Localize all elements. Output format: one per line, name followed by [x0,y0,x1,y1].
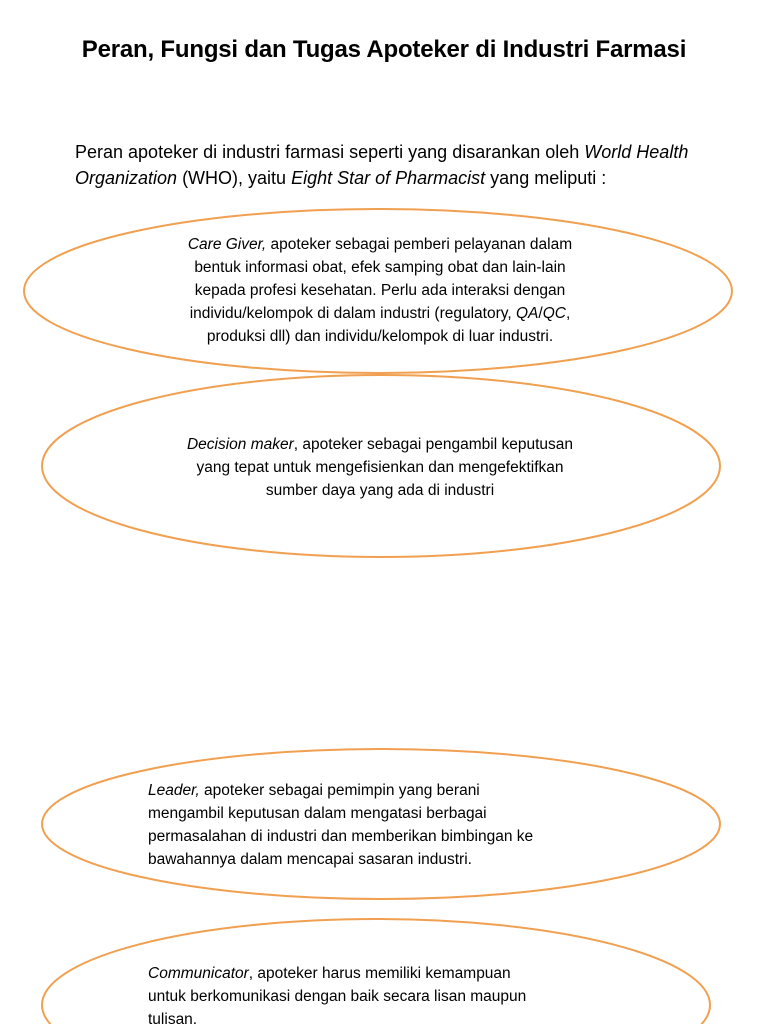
role-line: yang tepat untuk mengefisienkan dan mengefektifkan [196,459,564,476]
role-line: produksi dll) dan individu/kelompok di luar industri. [206,328,554,345]
role-term: Communicator [148,965,249,982]
role-line: bentuk informasi obat, efek samping obat dan lain-lain [194,259,566,276]
role-care-giver [120,233,640,348]
role-line-part: / [538,305,543,322]
role-line: , apoteker harus memiliki kemampuan [248,965,511,982]
role-line-part: individu/kelompok di dalam industri (regulatory, [189,305,516,322]
role-line: sumber daya yang ada di industri [265,482,495,499]
role-term: Decision maker [186,436,294,453]
role-leader [148,779,618,871]
intro-text-3: yang meliputi : [485,168,607,188]
role-line [120,302,640,325]
role-line: kepada profesi kesehatan. Perlu ada interaksi dengan [194,282,566,299]
role-communicator [148,962,618,1031]
role-decision-maker [120,433,640,502]
role-term: Care Giver, [187,236,267,253]
role-line: tulisan. [148,1011,198,1028]
role-line-part: , [565,305,571,322]
role-line: untuk berkomunikasi dengan baik secara lisan maupun [148,988,527,1005]
role-qc: QC [542,305,566,322]
role-term: Leader, [148,782,200,799]
role-line: permasalahan di industri dan memberikan bimbingan ke [148,828,534,845]
intro-text-1: Peran apoteker di industri farmasi seperti yang disarankan oleh [75,142,585,162]
role-line: , apoteker sebagai pengambil keputusan [293,436,573,453]
intro-text-2: (WHO), yaitu [177,168,292,188]
role-line: bawahannya dalam mencapai sasaran industri. [148,851,472,868]
intro-who: World Health Organization [75,142,689,188]
intro-eight-star: Eight Star of Pharmacist [291,168,486,188]
page-title: Peran, Fungsi dan Tugas Apoteker di Industri Farmasi [81,36,687,63]
role-line: mengambil keputusan dalam mengatasi berbagai [148,805,487,822]
role-line: apoteker sebagai pemberi pelayanan dalam [266,236,573,253]
role-qa: QA [515,305,539,322]
role-line: apoteker sebagai pemimpin yang berani [199,782,480,799]
